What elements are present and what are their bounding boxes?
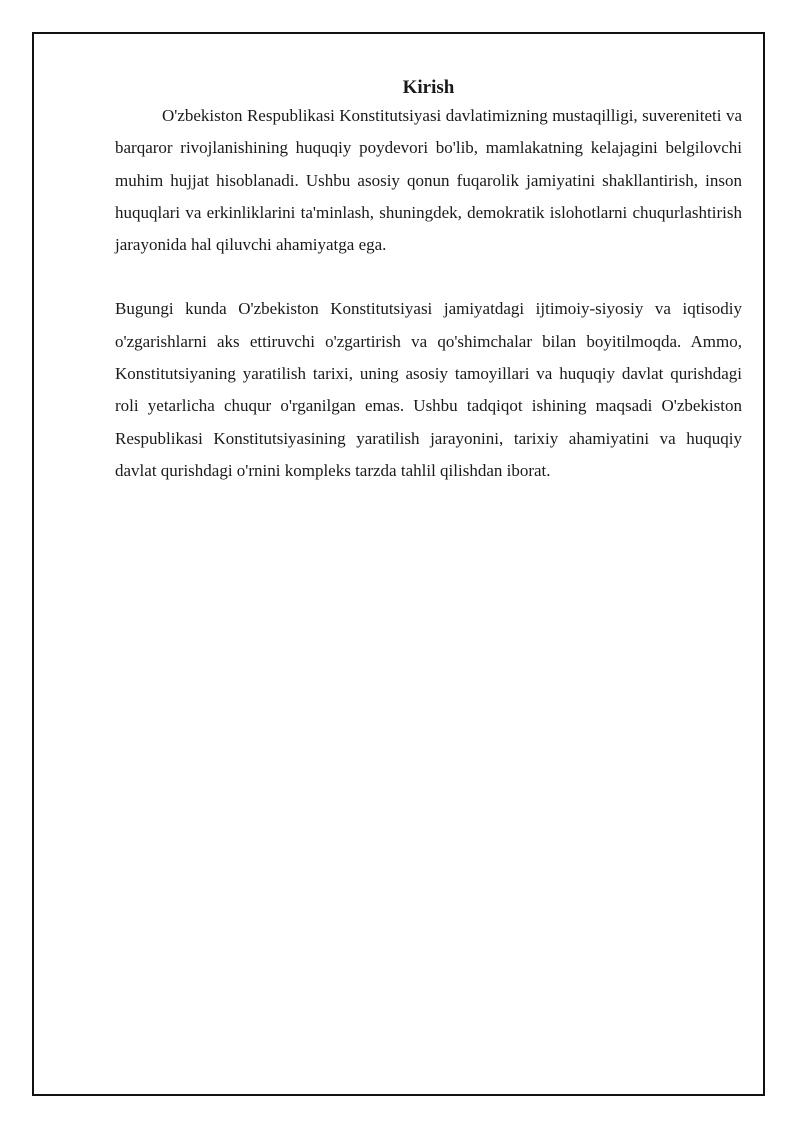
- document-title: Kirish: [402, 77, 455, 98]
- paragraph-purpose: Bugungi kunda O'zbekiston Konstitutsiyasi jamiyatdagi ijtimoiy-siyosiy va iqtisodiy o'zgarishlarni aks ettiruvchi o'zgartirish va qo'shimchalar bilan boyitilmoqda. Ammo, Konstitutsiyaning yaratilish tarixi, uning asosiy tamoyillari va huquqiy davlat qurishdagi roli yetarlicha chuqur o'rganilgan emas. Ushbu tadqiqot ishining maqsadi O'zbekiston Respublikasi Konstitutsiyasining yaratilish jarayonini, tarixiy ahamiyatini va huquqiy davlat qurishdagi o'rnini kompleks tarzda tahlil qilishdan iborat.: [115, 299, 742, 480]
- paragraph-spacer: [115, 261, 742, 293]
- document-body: [115, 74, 742, 487]
- paragraph-intro: O'zbekiston Respublikasi Konstitutsiyasi davlatimizning mustaqilligi, suvereniteti va barqaror rivojlanishining huquqiy poydevori bo'lib, mamlakatning kelajagini belgilovchi muhim hujjat hisoblanadi. Ushbu asosiy qonun fuqarolik jamiyatini shakllantirish, inson huquqlari va erkinliklarini ta'minlash, shuningdek, demokratik islohotlarni chuqurlashtirish jarayonida hal qiluvchi ahamiyatga ega.: [115, 106, 742, 255]
